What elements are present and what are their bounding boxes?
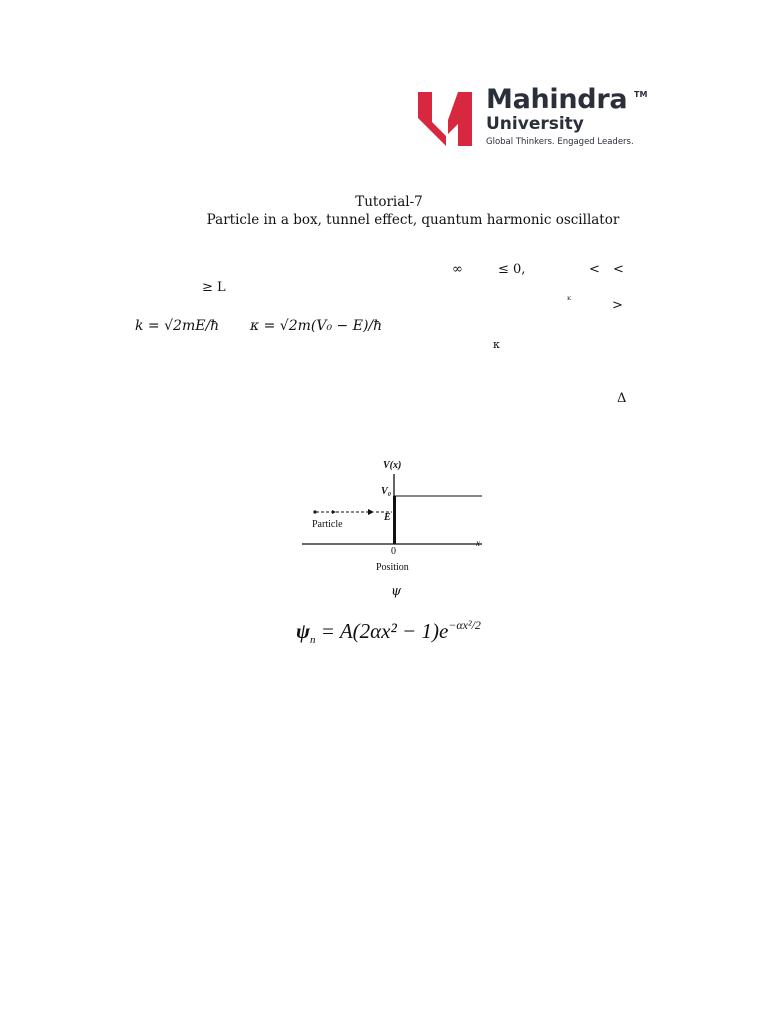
- potential-step-figure: [296, 456, 496, 578]
- logo-trademark: TM: [634, 90, 648, 99]
- v0-label: V₀: [381, 486, 392, 497]
- energy-label: E: [384, 512, 391, 523]
- arrow-head: [368, 509, 374, 515]
- tutorial-title: Tutorial-7: [355, 194, 423, 210]
- kappa-equation: κ = √2m(V₀ − E)/ħ: [250, 318, 383, 334]
- kappa-small: ᴷ: [567, 296, 572, 306]
- particle-label: Particle: [312, 519, 343, 530]
- particle-dot: [313, 510, 316, 513]
- formula-body: = A(2αx² − 1)e: [320, 619, 449, 643]
- position-label: Position: [376, 562, 409, 573]
- origin-label: 0: [391, 546, 396, 557]
- ge-L-text: ≥ L: [202, 280, 226, 295]
- step-wall: [393, 496, 396, 544]
- logo-tagline: Global Thinkers. Engaged Leaders.: [486, 137, 634, 147]
- logo-title: Mahindra: [486, 84, 628, 115]
- less-than-1: <: [589, 262, 600, 277]
- logo-mark-left: [418, 92, 446, 146]
- less-than-2: <: [613, 262, 624, 277]
- formula-psi: ψ: [296, 619, 311, 643]
- psi-symbol: ψ: [391, 584, 402, 599]
- formula-exponent: −αx²/2: [448, 618, 481, 632]
- tutorial-topic: Particle in a box, tunnel effect, quantum harmonic oscillator: [206, 212, 620, 228]
- wavefunction-formula: [296, 619, 481, 646]
- vx-label: V(x): [383, 460, 402, 471]
- greater-than: >: [612, 298, 623, 313]
- logo-mark-right: [448, 92, 472, 146]
- infinity-symbol: ∞: [452, 262, 463, 277]
- logo-subtitle: University: [486, 114, 584, 134]
- x-axis-label: x: [476, 538, 480, 548]
- delta-symbol: Δ: [617, 391, 627, 406]
- le-zero-text: ≤ 0,: [498, 262, 526, 277]
- kappa-symbol: κ: [493, 338, 500, 351]
- k-equation: k = √2mE/ħ: [135, 318, 220, 334]
- formula-subscript: n: [310, 634, 316, 647]
